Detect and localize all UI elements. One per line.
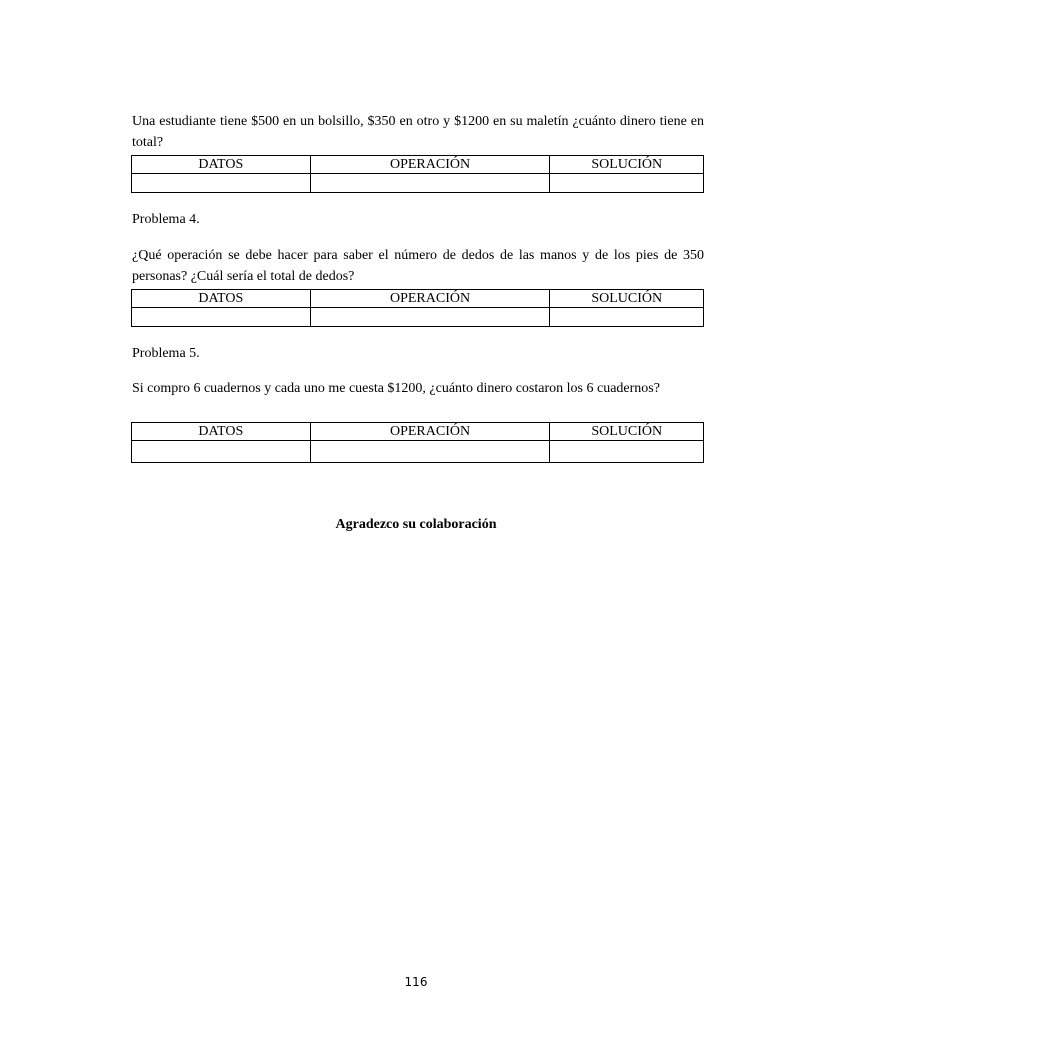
page-number: 116 <box>404 975 428 989</box>
header-solucion: SOLUCIÓN <box>550 290 704 308</box>
datos-cell <box>132 441 311 463</box>
problem-4-table <box>131 289 704 327</box>
problem-4-heading: Problema 4. <box>132 212 200 227</box>
header-operacion: OPERACIÓN <box>310 156 550 174</box>
solucion-cell <box>550 308 704 327</box>
table-row <box>132 308 704 327</box>
header-datos: DATOS <box>132 156 311 174</box>
operacion-cell <box>310 174 550 193</box>
table-row <box>132 174 704 193</box>
header-datos: DATOS <box>132 290 311 308</box>
table-header-row <box>132 290 704 308</box>
table-header-row <box>132 423 704 441</box>
operacion-cell <box>310 441 550 463</box>
problem-3-statement: Una estudiante tiene $500 en un bolsillo, $350 en otro y $1200 en su maletín ¿cuánto dinero tiene en total? <box>132 114 704 150</box>
header-solucion: SOLUCIÓN <box>550 423 704 441</box>
problem-4-statement: ¿Qué operación se debe hacer para saber el número de dedos de las manos y de los pies de 350 personas? ¿Cuál sería el total de dedos? <box>132 248 704 284</box>
datos-cell <box>132 308 311 327</box>
problem-5-table <box>131 422 704 463</box>
header-operacion: OPERACIÓN <box>310 290 550 308</box>
header-datos: DATOS <box>132 423 311 441</box>
table-header-row <box>132 156 704 174</box>
table-row <box>132 441 704 463</box>
datos-cell <box>132 174 311 193</box>
operacion-cell <box>310 308 550 327</box>
header-operacion: OPERACIÓN <box>310 423 550 441</box>
closing-note: Agradezco su colaboración <box>335 517 497 532</box>
problem-5-heading: Problema 5. <box>132 346 200 361</box>
header-solucion: SOLUCIÓN <box>550 156 704 174</box>
problem-5-statement: Si compro 6 cuadernos y cada uno me cuesta $1200, ¿cuánto dinero costaron los 6 cuadernos? <box>132 381 660 396</box>
solucion-cell <box>550 441 704 463</box>
problem-3-table <box>131 155 704 193</box>
solucion-cell <box>550 174 704 193</box>
